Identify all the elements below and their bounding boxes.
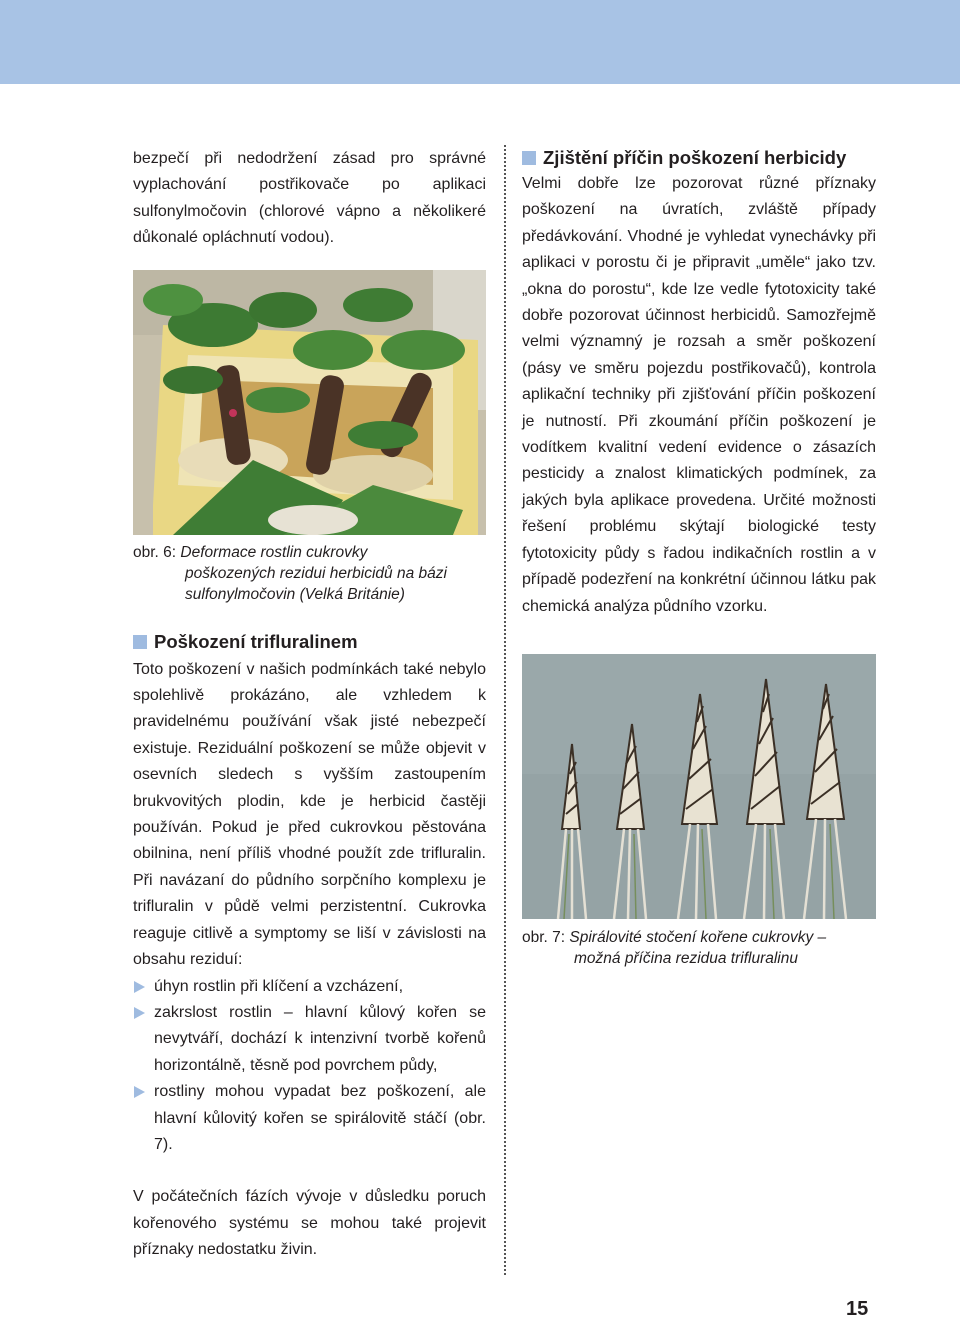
closing-paragraph: V počátečních fázích vývoje v důsledku poruch kořenového systému se mohou také projevit příznaky nedostatku živin.	[133, 1188, 486, 1259]
figure-6-photo	[133, 270, 486, 535]
figure-7-caption	[522, 927, 876, 969]
figure-7-caption-line2: možná příčina rezidua trifluralinu	[574, 949, 798, 967]
figure-7-label: obr. 7:	[522, 928, 566, 946]
triangle-bullet-icon	[134, 1007, 145, 1019]
figure-6-caption-line2: poškozených rezidui herbicidů na bázi	[185, 564, 447, 582]
header-band	[0, 0, 960, 84]
list-item: zakrslost rostlin – hlavní kůlový kořen se nevytváří, dochází k intenzivní tvorbě kořenů horizontálně, těsně pod povrchem půdy,	[133, 1000, 486, 1079]
list-item: úhyn rostlin při klíčení a vzcházení,	[133, 974, 486, 1000]
figure-6-label: obr. 6:	[133, 543, 177, 561]
square-bullet-icon	[133, 635, 147, 649]
left-column	[133, 146, 486, 1264]
triangle-bullet-icon	[134, 1086, 145, 1098]
figure-7-caption-line1: Spirálovité stočení kořene cukrovky –	[569, 928, 827, 946]
right-column	[522, 146, 876, 969]
trifluralin-paragraph: Toto poškození v našich podmínkách také nebylo spolehlivě prokázáno, ale vzhledem k pravidelnému používání však jisté nebezpečí existuje. Reziduální poškození se může objevit v osevních sledech s vyšším zastoupením brukvovitých plodin, kde je herbicid častěji používán. Pokud je před cukrovkou pěstována obilnina, není příliš vhodné použít zde trifluralin. Při navázaní do půdního sorpčního komplexu je trifluralin v půdě velmi perzistentní. Cukrovka reaguje citlivě a symptomy se liší v závislosti na obsahu reziduí:	[133, 660, 486, 969]
symptom-list	[133, 974, 486, 1159]
section-heading-causes	[522, 146, 876, 170]
column-divider	[504, 145, 506, 1275]
section-heading-text: Zjištění příčin poškození herbicidy	[543, 147, 847, 168]
page-number: 15	[846, 1298, 869, 1320]
figure-6-caption-line1: Deformace rostlin cukrovky	[180, 543, 368, 561]
list-item: rostliny mohou vypadat bez poškození, ale hlavní kůlovitý kořen se spirálovitě stáčí (obr. 7).	[133, 1079, 486, 1158]
square-bullet-icon	[522, 151, 536, 165]
triangle-bullet-icon	[134, 981, 145, 993]
section-heading-text: Poškození trifluralinem	[154, 630, 358, 652]
causes-paragraph: Velmi dobře lze pozorovat různé příznaky poškození na úvratích, zvláště případy předávkování. Vhodné je vyhledat vynechávky při aplikaci v porostu či je připravit „uměle“ jako tzv. „okna do porostu“, kde lze vedle fytotoxicity také dobře pozorovat účinnost herbicidů. Samozřejmě velmi významný je rozsah a směr poškození (pásy ve směru pojezdu postřikovačů), kontrola aplikační techniky při zjišťování příčin poškození je nutností. Při zkoumání příčin poškození je vodítkem kvalitní vedení evidence o zásazích pesticidy a znalost klimatických podmínek, za jakých byla aplikace provedena. Určité možnosti řešení problému skýtají biologické testy fytotoxicity půdy s řadou indikačních rostlin a v případě podezření na konkrétní účinnou látku pak chemická analýza půdního vzorku.	[522, 175, 876, 615]
intro-paragraph: bezpečí při nedodržení zásad pro správné vyplachování postřikovače po aplikaci sulfonylmočovin (chlorové vápno a několikeré důkonalé opláchnutí vodou).	[133, 150, 486, 247]
figure-6-caption-line3: sulfonylmočovin (Velká Británie)	[185, 585, 405, 603]
section-heading-trifluralin	[133, 630, 486, 654]
figure-7-photo	[522, 654, 876, 919]
figure-6-caption	[133, 542, 486, 605]
